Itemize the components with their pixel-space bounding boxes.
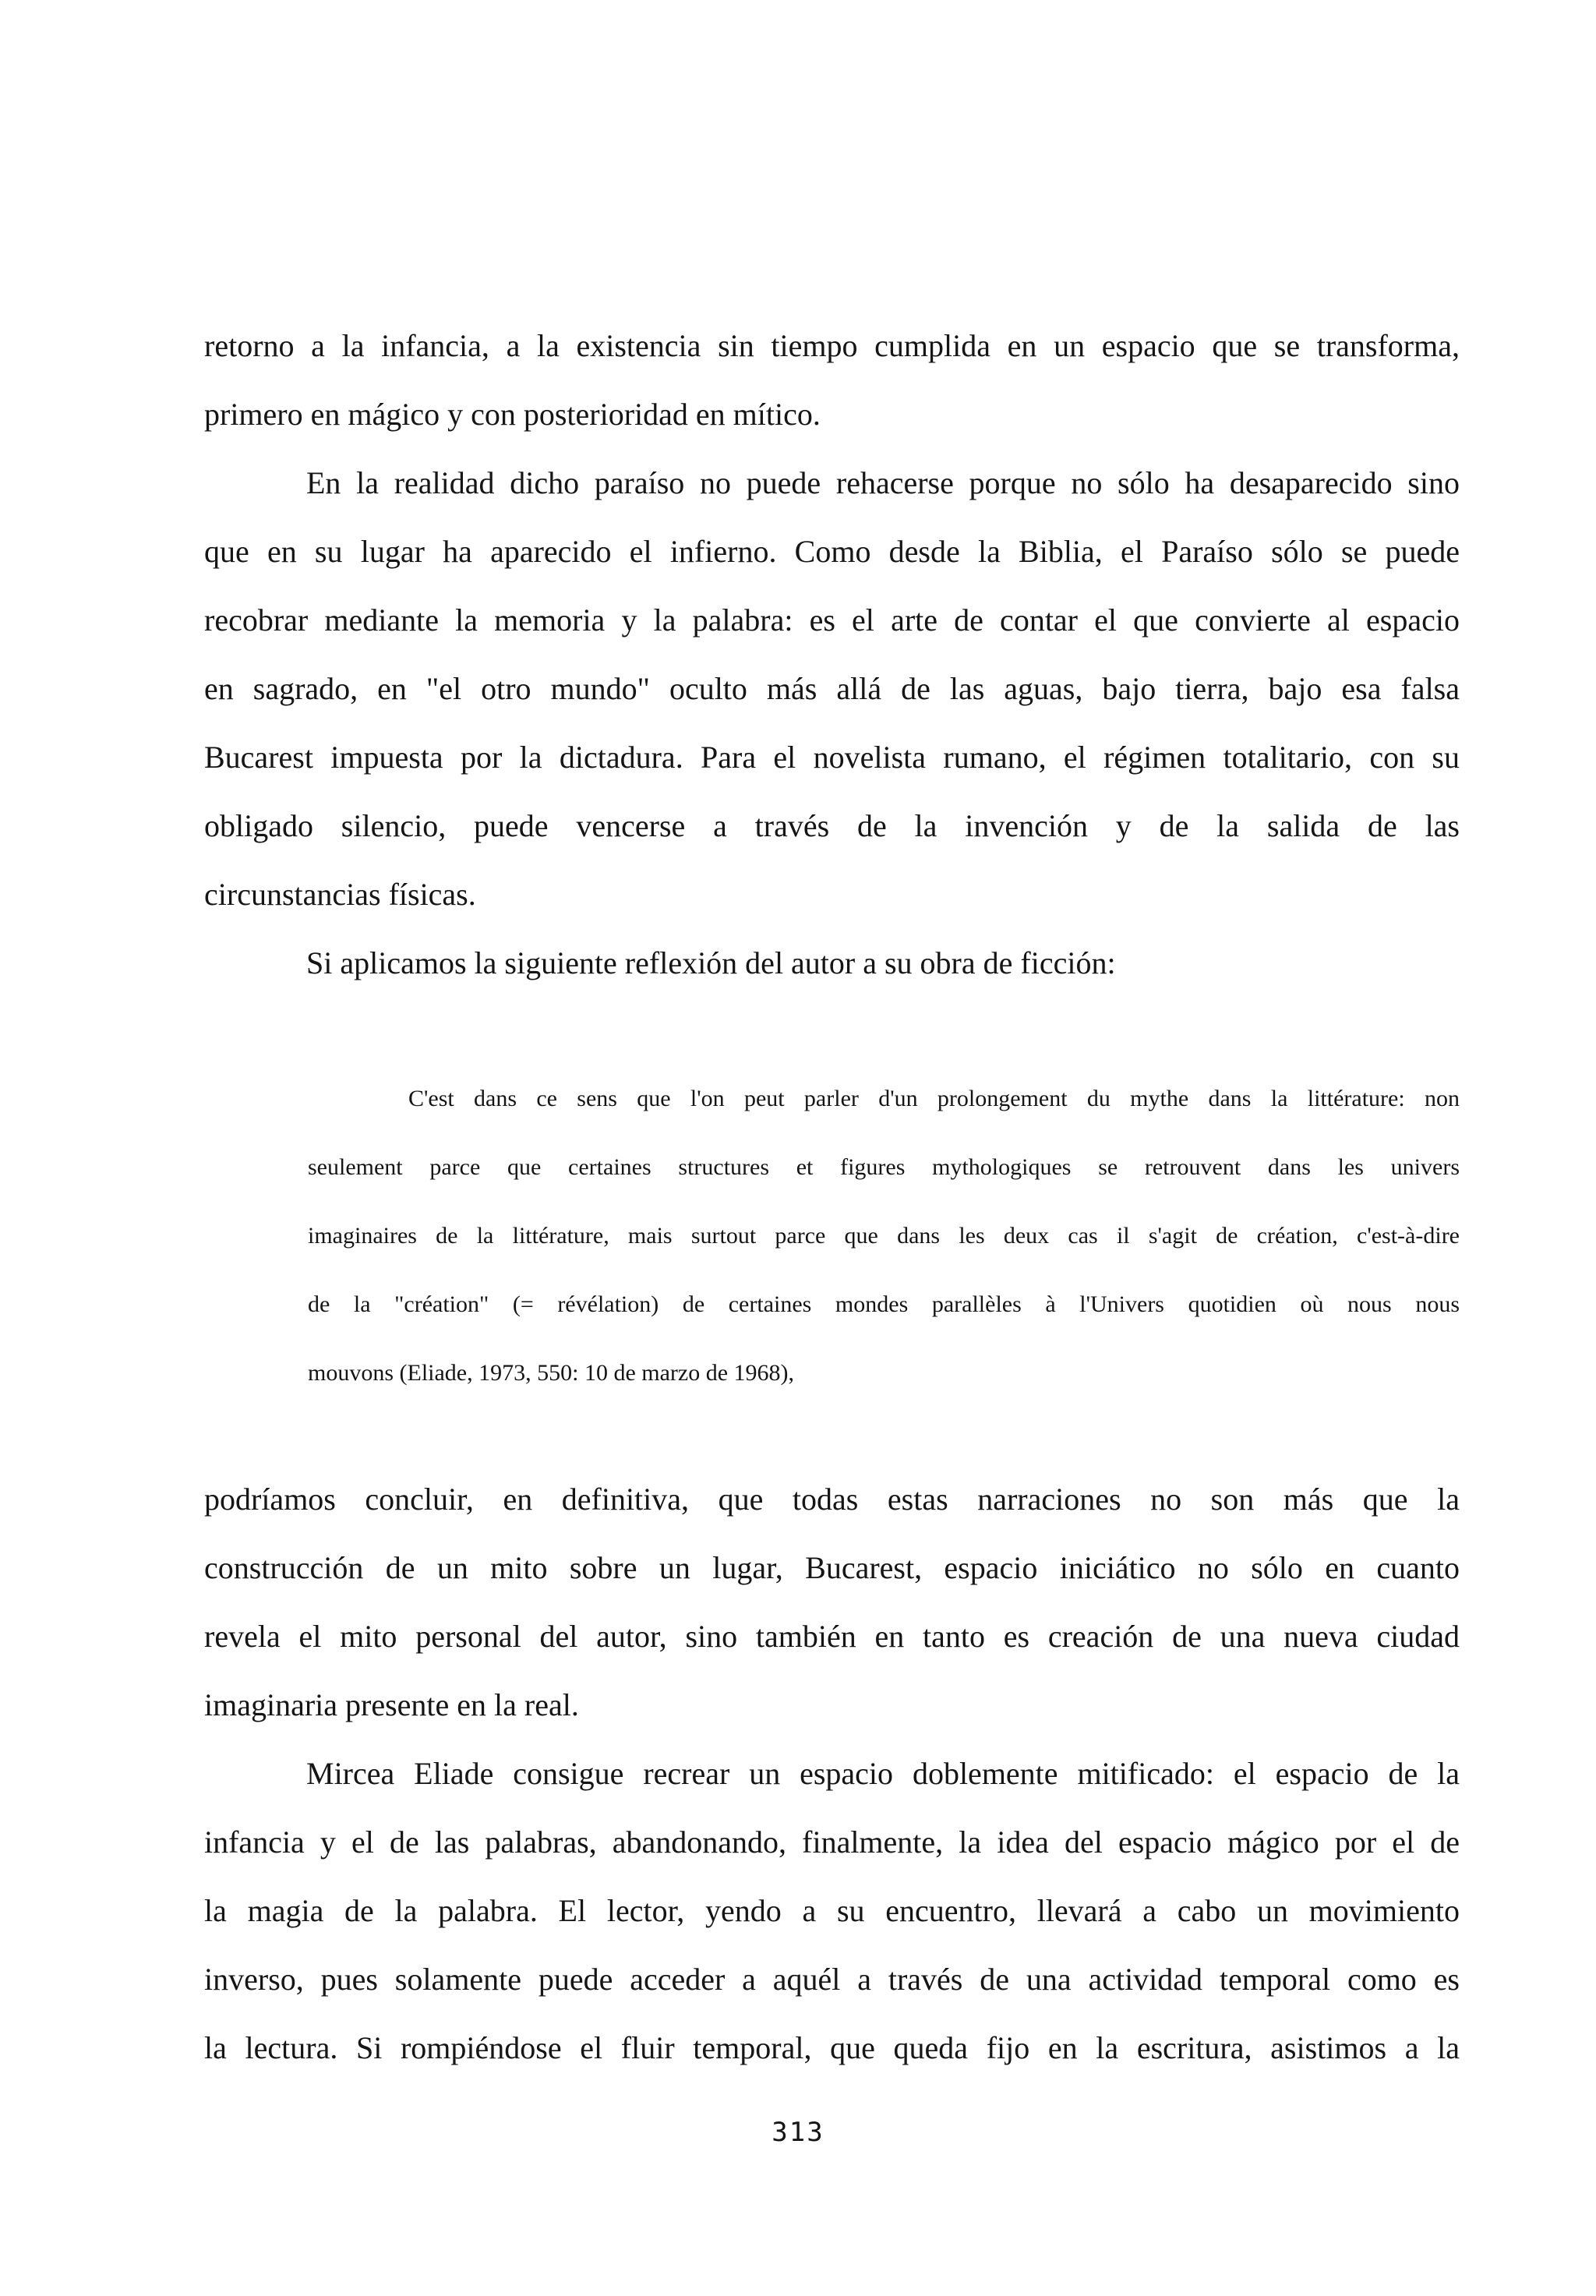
paragraph-line: la magia de la palabra. El lector, yendo a su encuentro, llevará a cabo un movimiento [204, 1893, 1460, 1928]
quote-line: C'est dans ce sens que l'on peut parler d'un prolongement du mythe dans la littérature: non [408, 1086, 1460, 1111]
paragraph-line: podríamos concluir, en definitiva, que todas estas narraciones no son más que la [204, 1482, 1460, 1517]
paragraph-line: recobrar mediante la memoria y la palabra: es el arte de contar el que convierte al espacio [204, 602, 1460, 638]
paragraph-line: en sagrado, en "el otro mundo" oculto más allá de las aguas, bajo tierra, bajo esa falsa [204, 671, 1460, 706]
quote-line: mouvons (Eliade, 1973, 550: 10 de marzo de 1968), [308, 1360, 795, 1386]
paragraph-line: circunstancias físicas. [204, 877, 476, 912]
paragraph-line: infancia y el de las palabras, abandonando, finalmente, la idea del espacio mágico por el de [204, 1824, 1460, 1860]
paragraph-line: Bucarest impuesta por la dictadura. Para el novelista rumano, el régimen totalitario, con su [204, 740, 1460, 775]
paragraph-line: construcción de un mito sobre un lugar, Bucarest, espacio iniciático no sólo en cuanto [204, 1550, 1460, 1585]
quote-line: de la "création" (= révélation) de certaines mondes parallèles à l'Univers quotidien où nous nous [308, 1291, 1460, 1317]
paragraph-line: la lectura. Si rompiéndose el fluir temporal, que queda fijo en la escritura, asistimos a la [204, 2030, 1460, 2065]
paragraph-line: obligado silencio, puede vencerse a través de la invención y de la salida de las [204, 808, 1460, 843]
paragraph-line: que en su lugar ha aparecido el infierno. Como desde la Biblia, el Paraíso sólo se puede [204, 534, 1460, 569]
page-number: 313 [772, 2117, 824, 2148]
paragraph-line: imaginaria presente en la real. [204, 1687, 579, 1722]
paragraph-line: primero en mágico y con posterioridad en mítico. [204, 397, 821, 432]
paragraph-line: retorno a la infancia, a la existencia sin tiempo cumplida en un espacio que se transforma, [204, 328, 1460, 363]
paragraph-line: revela el mito personal del autor, sino también en tanto es creación de una nueva ciudad [204, 1619, 1460, 1654]
paragraph-line: En la realidad dicho paraíso no puede rehacerse porque no sólo ha desaparecido sino [306, 465, 1460, 500]
quote-line: imaginaires de la littérature, mais surtout parce que dans les deux cas il s'agit de création, c'est-à-dire [308, 1223, 1460, 1249]
paragraph-line: Si aplicamos la siguiente reflexión del autor a su obra de ficción: [306, 945, 1116, 980]
quote-line: seulement parce que certaines structures et figures mythologiques se retrouvent dans les univers [308, 1154, 1460, 1180]
paragraph-line: inverso, pues solamente puede acceder a aquél a través de una actividad temporal como es [204, 1962, 1460, 1997]
paragraph-line: Mircea Eliade consigue recrear un espacio doblemente mitificado: el espacio de la [306, 1756, 1460, 1791]
